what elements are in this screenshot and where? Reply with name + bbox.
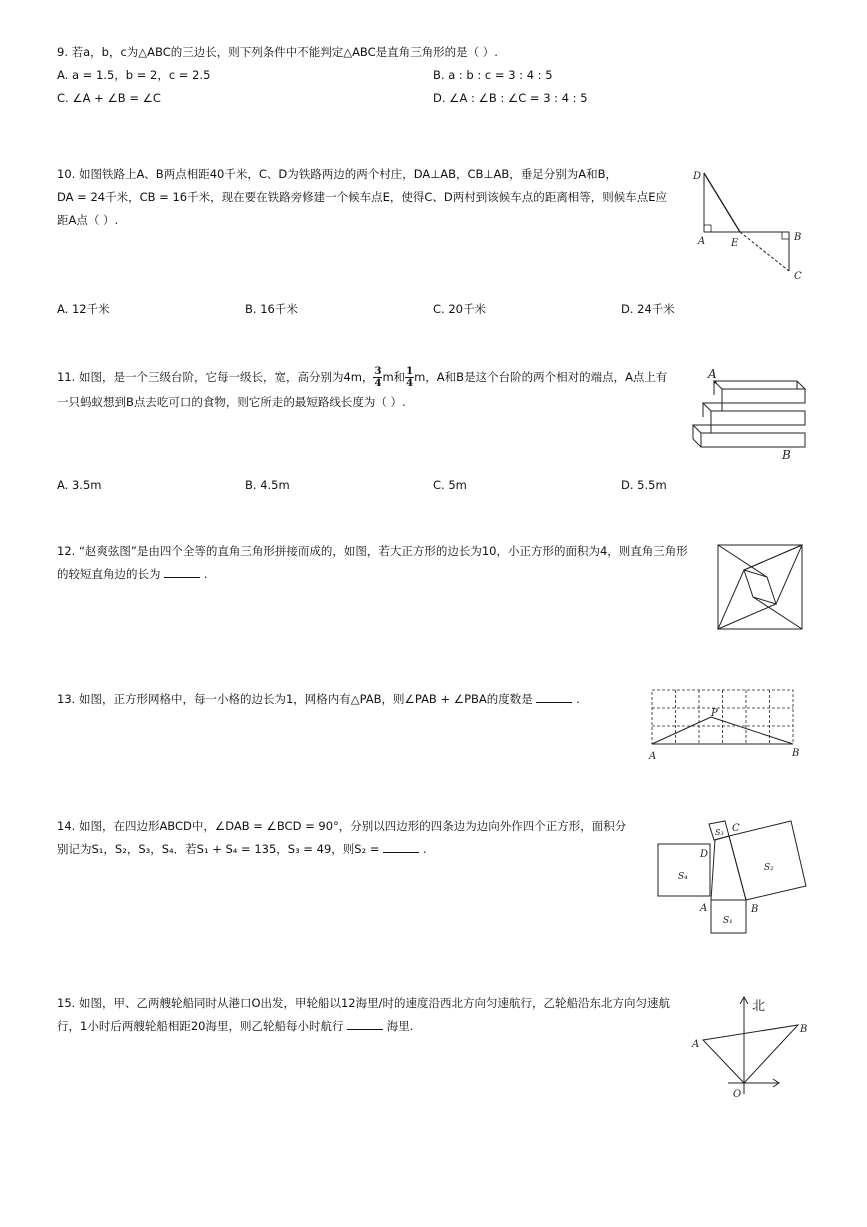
- q11-stairs-figure: [688, 366, 813, 464]
- q10-option-c: C. 20千米: [433, 302, 486, 316]
- q10-railway-figure: [685, 165, 810, 285]
- q14-answer-blank[interactable]: [383, 841, 419, 853]
- q13-line1: [57, 688, 580, 711]
- q15-line2-text: 行，1小时后两艘轮船相距20海里，则乙轮船每小时航行: [57, 1019, 344, 1033]
- q15-ships-figure: [688, 990, 813, 1102]
- q14-line1: 14. 如图，在四边形ABCD中，∠DAB = ∠BCD = 90°，分别以四边形的四条边为边向外作四个正方形，面积分: [57, 819, 627, 833]
- q13-label-a: A: [649, 751, 657, 762]
- q14-quadrilateral-figure: [653, 816, 813, 936]
- q14-label-b: B: [751, 904, 759, 915]
- q15-line1: 15. 如图，甲、乙两艘轮船同时从港口O出发，甲轮船以12海里/时的速度沿西北方向匀速航行，乙轮船沿东北方向匀速航: [57, 996, 670, 1010]
- q13-answer-blank[interactable]: [536, 691, 572, 703]
- q14-line2-end: .: [422, 842, 427, 856]
- q15-line2: [57, 1015, 413, 1038]
- q10-option-d: D. 24千米: [621, 302, 675, 316]
- q10-option-a: A. 12千米: [57, 302, 110, 316]
- q12-answer-blank[interactable]: [164, 566, 200, 578]
- q11-label-b: B: [782, 448, 791, 462]
- q11-fraction-2-num: 1: [406, 366, 414, 377]
- q11-line1-mid: m和: [382, 370, 406, 384]
- q11-line2: 一只蚂蚁想到B点去吃可口的食物，则它所走的最短路线长度为（ ）.: [57, 395, 406, 409]
- q14-label-d: D: [700, 849, 709, 860]
- q14-line2: [57, 838, 426, 861]
- q11-option-a: A. 3.5m: [57, 478, 102, 492]
- q10-label-d: D: [693, 171, 702, 182]
- q10-label-b: B: [794, 232, 802, 243]
- q9-option-d: D. ∠A : ∠B : ∠C = 3 : 4 : 5: [433, 91, 588, 105]
- q9-option-b: B. a : b : c = 3 : 4 : 5: [433, 68, 553, 82]
- q14-label-s3: S₃: [715, 828, 724, 837]
- q14-label-c: C: [732, 823, 740, 834]
- q10-label-a: A: [698, 236, 706, 247]
- q13-label-p: P: [711, 708, 718, 719]
- q13-label-b: B: [792, 748, 800, 759]
- q13-line1-end: .: [576, 692, 580, 706]
- q15-line2-end: 海里.: [386, 1019, 414, 1033]
- q15-label-a: A: [692, 1039, 700, 1050]
- q11-fraction-1-den: 4: [374, 378, 382, 389]
- q10-line2: DA = 24千米，CB = 16千米，现在要在铁路旁修建一个候车点E，使得C、D两村到该候车点的距离相等，则候车点E应: [57, 190, 668, 204]
- q11-option-c: C. 5m: [433, 478, 467, 492]
- q11-label-a: A: [708, 367, 717, 381]
- q14-label-s4: S₄: [678, 872, 688, 882]
- q11-line1-start: 11. 如图，是一个三级台阶，它每一级长，宽，高分别为4m，: [57, 370, 374, 384]
- q10-label-e: E: [731, 238, 739, 249]
- q13-grid-figure: [645, 686, 805, 764]
- q14-label-s2: S₂: [764, 863, 774, 873]
- q11-fraction-2: [405, 366, 414, 389]
- q14-line2-text: 别记为S₁，S₂，S₃，S₄．若S₁ + S₄ = 135，S₃ = 49，则S₂ =: [57, 842, 380, 856]
- q12-zhao-shuang-figure: [716, 543, 804, 631]
- q15-label-north: 北: [752, 999, 766, 1014]
- q12-line1: 12. “赵爽弦图”是由四个全等的直角三角形拼接而成的，如图，若大正方形的边长为10，小正方形的面积为4，则直角三角形: [57, 544, 688, 558]
- q11-option-d: D. 5.5m: [621, 478, 667, 492]
- q12-line2-text: 的较短直角边的长为: [57, 567, 161, 581]
- q14-label-a: A: [700, 903, 708, 914]
- q13-line1-text: 13. 如图，正方形网格中，每一小格的边长为1，网格内有△PAB，则∠PAB + ∠PBA的度数是: [57, 692, 533, 706]
- q9-option-c: C. ∠A + ∠B = ∠C: [57, 91, 161, 105]
- q12-line2: [57, 563, 207, 586]
- q12-line2-end: .: [203, 567, 208, 581]
- q10-label-c: C: [794, 271, 802, 282]
- q9-stem: 9. 若a，b，c为△ABC的三边长，则下列条件中不能判定△ABC是直角三角形的是（ ）.: [57, 45, 498, 59]
- q11-option-b: B. 4.5m: [245, 478, 290, 492]
- q10-option-b: B. 16千米: [245, 302, 298, 316]
- q10-line3: 距A点（ ）.: [57, 213, 119, 227]
- q11-fraction-2-den: 4: [406, 378, 414, 389]
- q10-line1: 10. 如图铁路上A、B两点相距40千米，C、D为铁路两边的两个村庄，DA⊥AB，CB⊥AB，垂足分别为A和B，: [57, 167, 617, 181]
- q15-answer-blank[interactable]: [347, 1018, 383, 1030]
- q11-line1-end: m，A和B是这个台阶的两个相对的端点，A点上有: [414, 370, 668, 384]
- q11-fraction-1-num: 3: [374, 366, 382, 377]
- q15-label-o: O: [733, 1089, 742, 1100]
- q14-label-s1: S₁: [723, 916, 733, 926]
- q15-label-b: B: [800, 1024, 808, 1035]
- q9-option-a: A. a = 1.5，b = 2，c = 2.5: [57, 68, 211, 82]
- q11-line1: [57, 364, 667, 390]
